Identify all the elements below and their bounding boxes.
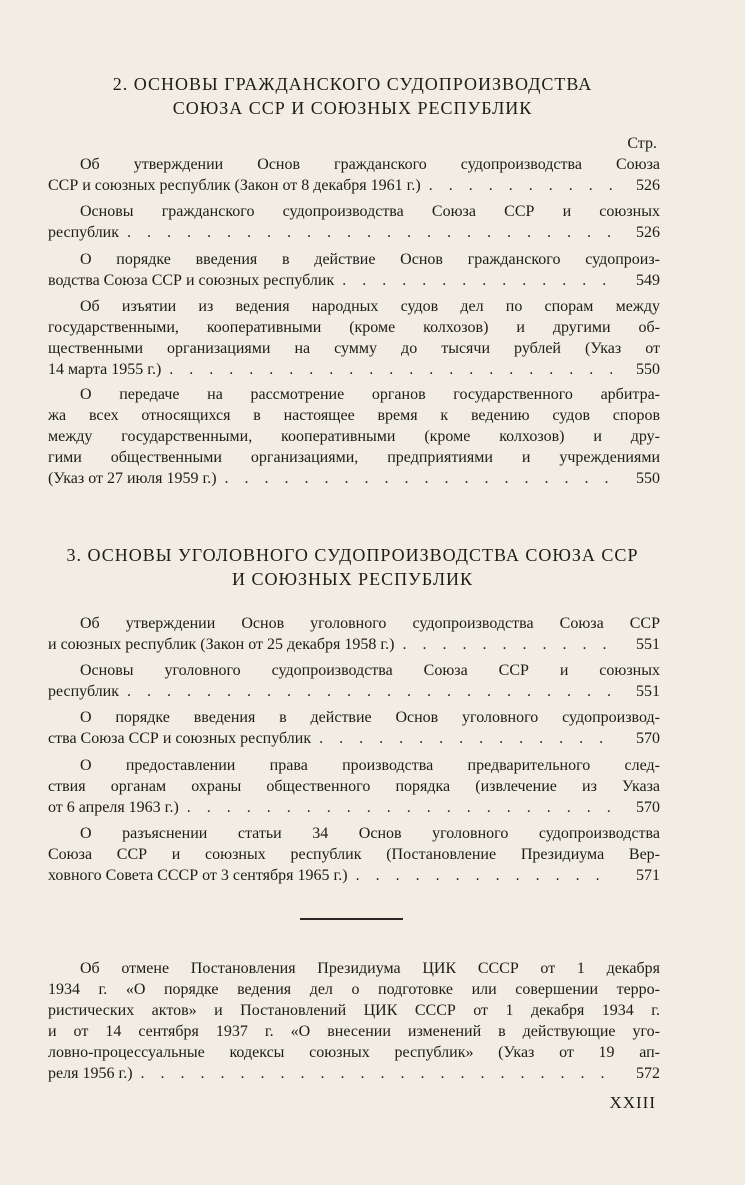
toc-entry-text: и союзных республик (Закон от 25 декабря 1958 г.) bbox=[48, 636, 395, 653]
section-3-title bbox=[40, 543, 665, 591]
toc-entry-text: ства Союза ССР и союзных республик bbox=[48, 730, 312, 747]
toc-page-number: 551 bbox=[636, 636, 660, 653]
toc-entry-line: Об отмене Постановления Президиума ЦИК СССР от 1 декабря bbox=[80, 960, 660, 977]
dot-leader bbox=[319, 728, 612, 749]
toc-entry-line bbox=[48, 865, 660, 886]
section-divider bbox=[300, 918, 403, 920]
toc-entry bbox=[48, 823, 660, 886]
toc-entry-text: от 6 апреля 1963 г.) bbox=[48, 799, 179, 816]
toc-page-number: 551 bbox=[636, 683, 660, 700]
toc-entry-line: Об утверждении Основ гражданского судопроизводства Союза bbox=[80, 156, 660, 173]
toc-entry-line: Основы уголовного судопроизводства Союза ССР и союзных bbox=[80, 662, 660, 679]
toc-entry bbox=[48, 384, 660, 489]
toc-entry-line: Союза ССР и союзных республик (Постановление Президиума Вер- bbox=[48, 846, 660, 863]
toc-entry-line bbox=[48, 728, 660, 749]
section-2-title bbox=[40, 72, 665, 120]
toc-entry bbox=[48, 660, 660, 702]
toc-page-number: 570 bbox=[636, 799, 660, 816]
toc-entry-text: ховного Совета СССР от 3 сентября 1965 г.) bbox=[48, 867, 348, 884]
toc-entry-line: О разъяснении статьи 34 Основ уголовного судопроизводства bbox=[80, 825, 660, 842]
dot-leader bbox=[356, 865, 612, 886]
section-2-title-line-2: СОЮЗА ССР И СОЮЗНЫХ РЕСПУБЛИК bbox=[172, 98, 533, 118]
dot-leader bbox=[402, 634, 612, 655]
dot-leader bbox=[127, 681, 612, 702]
toc-entry bbox=[48, 755, 660, 818]
toc-entry-text: республик bbox=[48, 683, 120, 700]
toc-entry-line: гими общественными организациями, предприятиями и учреждениями bbox=[48, 449, 660, 466]
toc-entry-line bbox=[48, 468, 660, 489]
toc-entry-line bbox=[48, 1063, 660, 1084]
section-3-title-line-2: И СОЮЗНЫХ РЕСПУБЛИК bbox=[231, 569, 474, 589]
toc-entry-line: О порядке введения в действие Основ гражданского судопроиз- bbox=[80, 251, 660, 268]
toc-entry-line: щественными организациями на сумму до тысячи рублей (Указ от bbox=[48, 340, 660, 357]
toc-entry-line: государственными, кооперативными (кроме колхозов) и другими об- bbox=[48, 319, 660, 336]
toc-entry bbox=[48, 707, 660, 749]
toc-entry bbox=[48, 613, 660, 655]
toc-page-number: 570 bbox=[636, 730, 660, 747]
toc-entry-line: и от 14 сентября 1937 г. «О внесении изменений в действующие уго- bbox=[48, 1023, 660, 1040]
toc-page-number: 526 bbox=[636, 224, 660, 241]
toc-entry-line: ловно-процессуальные кодексы союзных республик» (Указ от 19 ап- bbox=[48, 1044, 660, 1061]
toc-entry bbox=[48, 296, 660, 380]
toc-entry-line bbox=[48, 797, 660, 818]
dot-leader bbox=[429, 175, 612, 196]
dot-leader bbox=[127, 222, 612, 243]
toc-page-number: 572 bbox=[636, 1065, 660, 1082]
toc-entry-line: О предоставлении права производства предварительного след- bbox=[80, 757, 660, 774]
toc-entry-text: ССР и союзных республик (Закон от 8 декабря 1961 г.) bbox=[48, 177, 421, 194]
toc-entry-line: жа всех относящихся в настоящее время к ведению судов споров bbox=[48, 407, 660, 424]
toc-entry-line: ствия органам охраны общественного порядка (извлечение из Указа bbox=[48, 778, 660, 795]
toc-page-number: 526 bbox=[636, 177, 660, 194]
toc-entry-line bbox=[48, 222, 660, 243]
toc-entry-line bbox=[48, 175, 660, 196]
toc-entry-line: О передаче на рассмотрение органов государственного арбитра- bbox=[80, 386, 660, 403]
dot-leader bbox=[225, 468, 612, 489]
page-folio: XXIII bbox=[609, 1093, 656, 1112]
toc-entry-line bbox=[48, 270, 660, 291]
toc-entry-line: О порядке введения в действие Основ уголовного судопроизвод- bbox=[80, 709, 660, 726]
dot-leader bbox=[141, 1063, 612, 1084]
section-2-title-line-1: 2. ОСНОВЫ ГРАЖДАНСКОГО СУДОПРОИЗВОДСТВА bbox=[112, 74, 593, 94]
toc-entry-line bbox=[48, 634, 660, 655]
toc-entry-text: республик bbox=[48, 224, 120, 241]
toc-page-number: 550 bbox=[636, 361, 660, 378]
toc-entry-line bbox=[48, 681, 660, 702]
dot-leader bbox=[169, 359, 612, 380]
toc-entry-line: Об утверждении Основ уголовного судопроизводства Союза ССР bbox=[80, 615, 660, 632]
toc-entry-line: Основы гражданского судопроизводства Союза ССР и союзных bbox=[80, 203, 660, 220]
toc-entry bbox=[48, 958, 660, 1084]
toc-entry-line: Об изъятии из ведения народных судов дел по спорам между bbox=[80, 298, 660, 315]
dot-leader bbox=[342, 270, 612, 291]
toc-entry-line: 1934 г. «О порядке ведения дел о подготовке или совершении терро- bbox=[48, 981, 660, 998]
toc-entry-text: 14 марта 1955 г.) bbox=[48, 361, 162, 378]
toc-entry-line: ристических актов» и Постановлений ЦИК СССР от 1 декабря 1934 г. bbox=[48, 1002, 660, 1019]
toc-entry-text: (Указ от 27 июля 1959 г.) bbox=[48, 470, 217, 487]
toc-entry bbox=[48, 249, 660, 291]
toc-entry-line bbox=[48, 359, 660, 380]
toc-page-number: 550 bbox=[636, 470, 660, 487]
dot-leader bbox=[187, 797, 612, 818]
toc-page-number: 549 bbox=[636, 272, 660, 289]
toc-page-number: 571 bbox=[636, 867, 660, 884]
toc-entry-text: водства Союза ССР и союзных республик bbox=[48, 272, 335, 289]
toc-entry bbox=[48, 154, 660, 196]
toc-entry-text: реля 1956 г.) bbox=[48, 1065, 133, 1082]
page-column-label: Стр. bbox=[627, 135, 657, 152]
toc-entry-line: между государственными, кооперативными (кроме колхозов) и дру- bbox=[48, 428, 660, 445]
section-3-title-line-1: 3. ОСНОВЫ УГОЛОВНОГО СУДОПРОИЗВОДСТВА СОЮЗА ССР bbox=[66, 545, 639, 565]
toc-entry bbox=[48, 201, 660, 243]
